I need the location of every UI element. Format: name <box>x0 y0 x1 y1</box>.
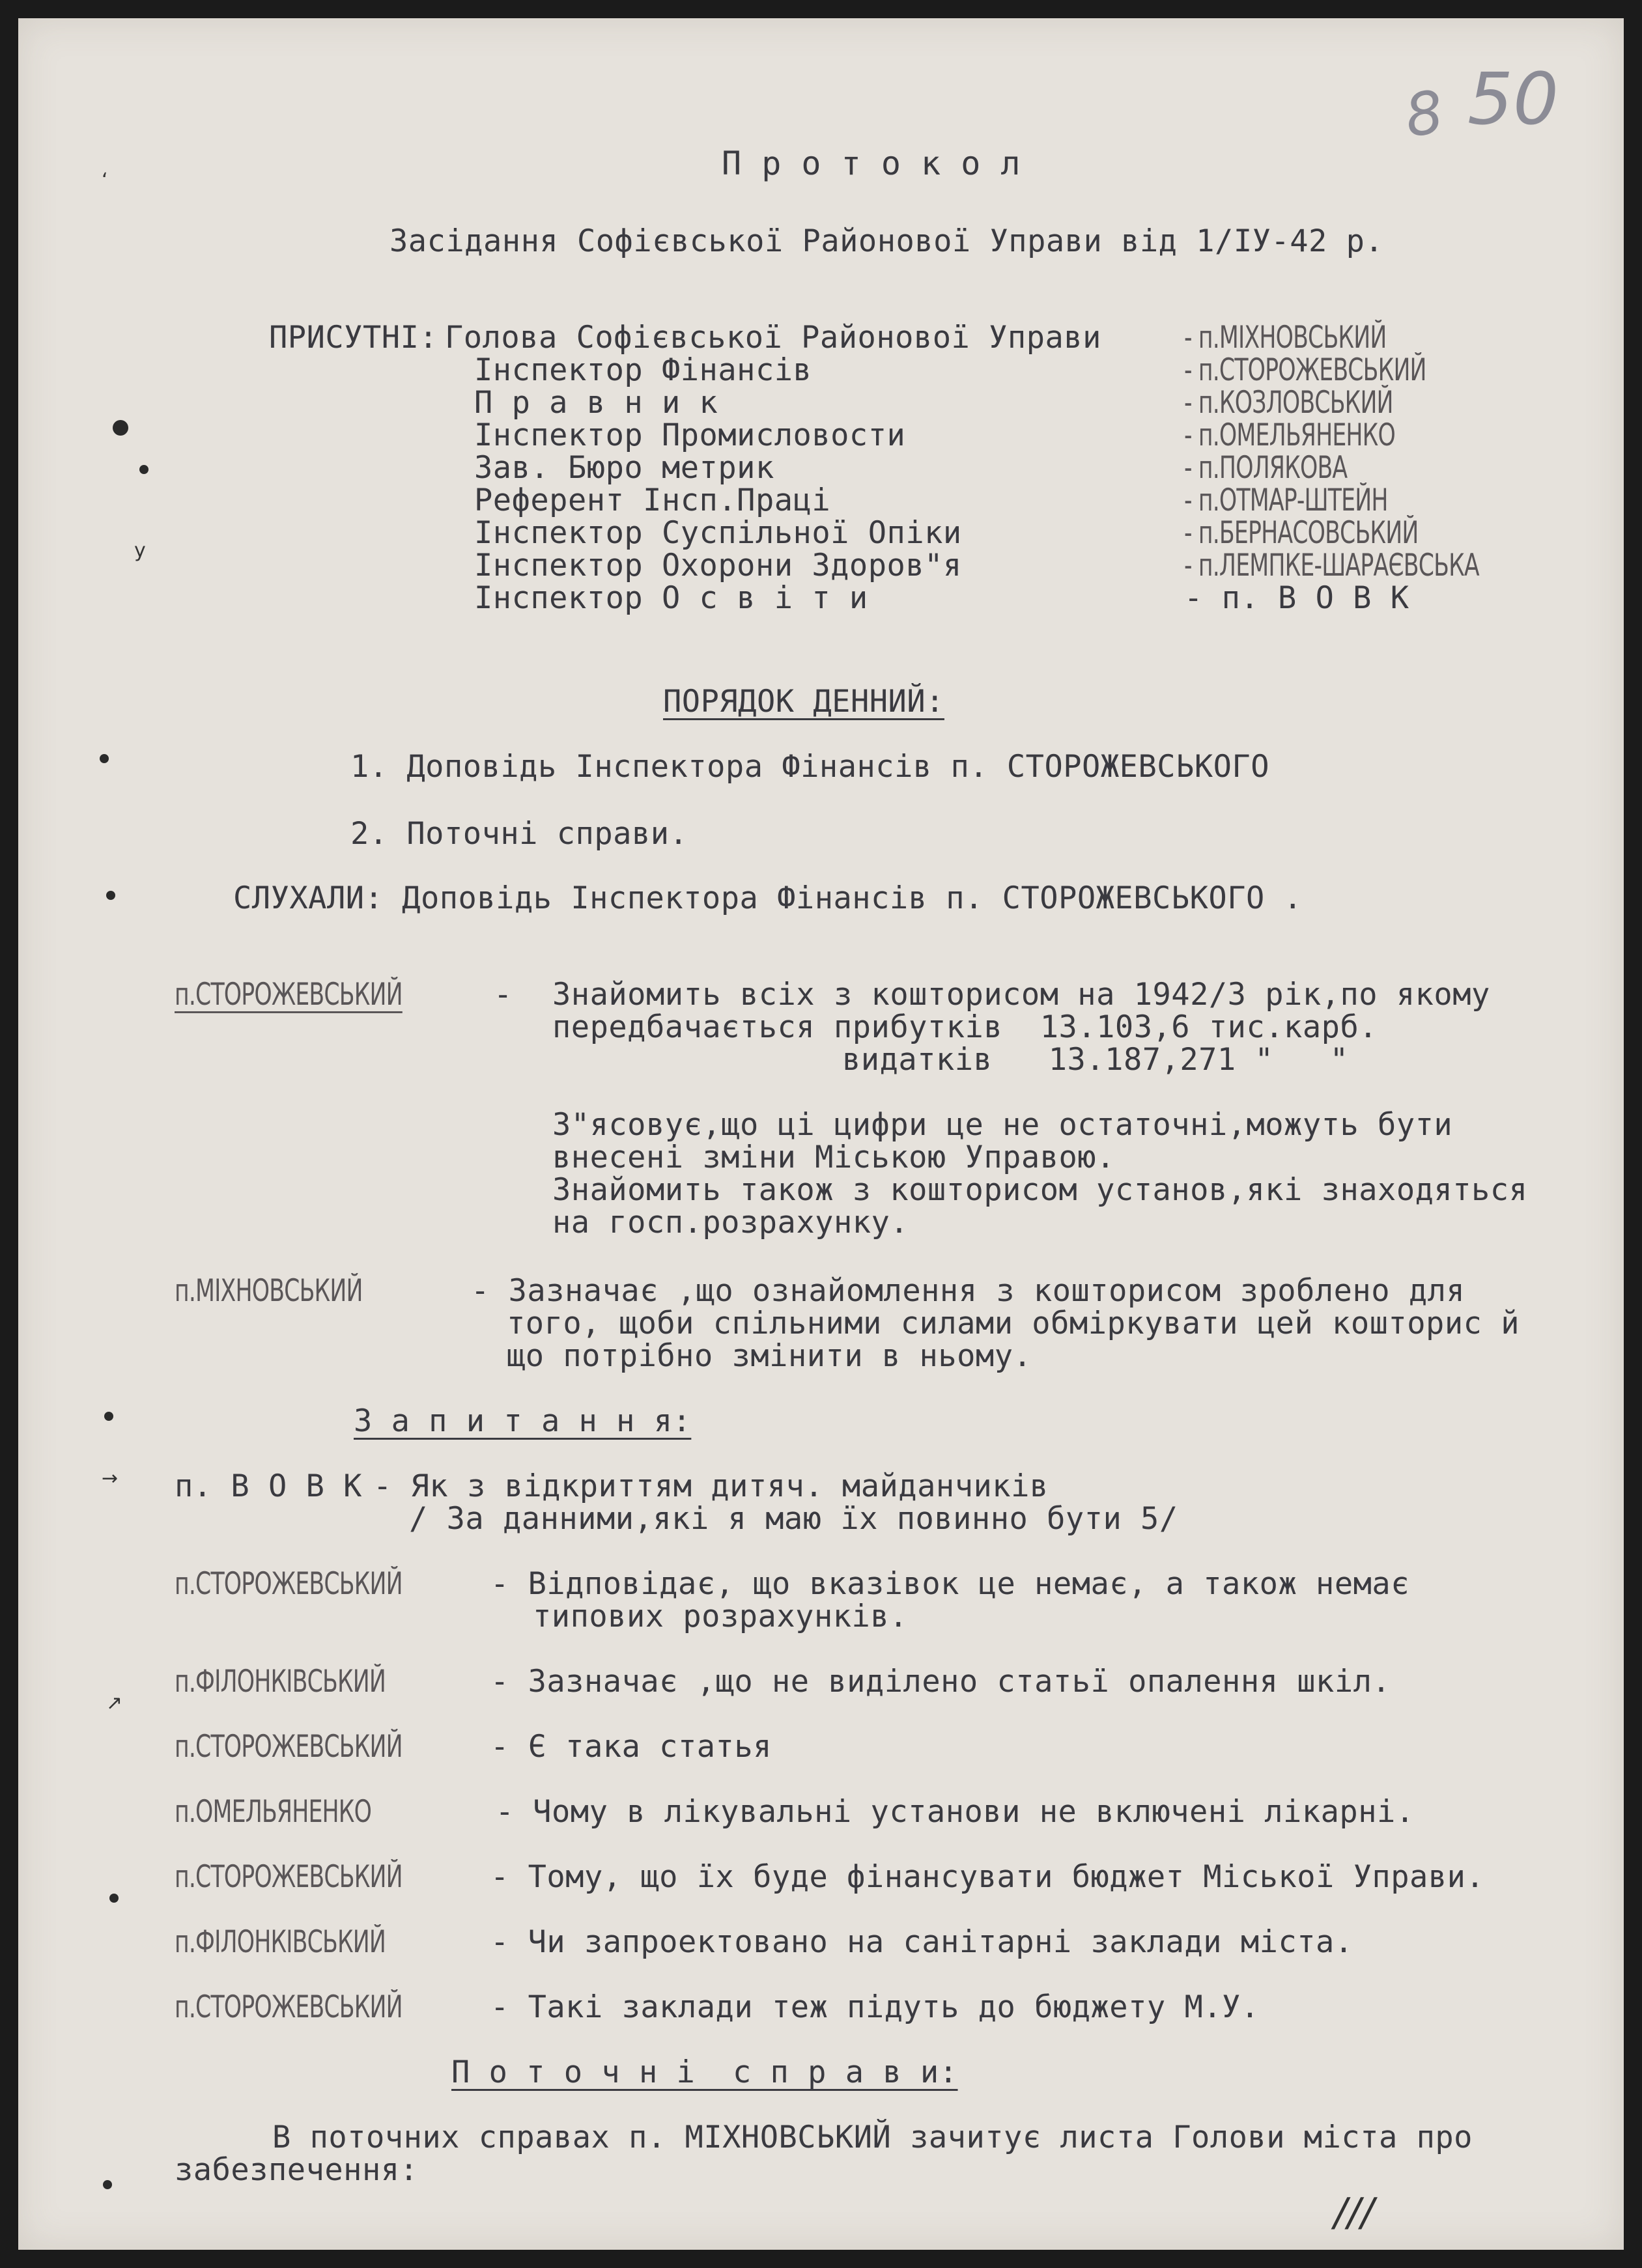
report-text: на госп.розрахунку. <box>552 1205 909 1240</box>
member-name: - п.ПОЛЯКОВА <box>1184 450 1348 486</box>
margin-mark: ‘ <box>102 169 108 192</box>
margin-mark: ↗ <box>106 1692 123 1715</box>
member-position: Інспектор Промисловости <box>474 417 906 453</box>
member-position: Інспектор Фінансів <box>474 352 812 388</box>
question-text: типових розрахунків. <box>533 1599 908 1634</box>
agenda-item: 2. Поточні справи. <box>350 816 688 852</box>
question-text: - Є така статья <box>490 1729 772 1765</box>
member-position: Інспектор О с в і т и <box>474 580 868 616</box>
member-name: - п.СТОРОЖЕВСЬКИЙ <box>1184 352 1426 388</box>
member-name: - п.ЛЕМПКЕ-ШАРАЄВСЬКА <box>1184 548 1479 583</box>
question-text: / За данними,які я маю їх повинно бути 5/ <box>409 1501 1178 1537</box>
member-name: - п.ОТМАР-ШТЕЙН <box>1184 483 1388 518</box>
member-position: Інспектор Охорони Здоров"я <box>474 548 962 583</box>
current-text: В поточних справах п. МІХНОВСЬКИЙ зачитує листа Голови міста про <box>272 2120 1473 2155</box>
speaker-name: п.ФІЛОНКІВСЬКИЙ <box>175 1924 386 1960</box>
speaker-name: п.СТОРОЖЕВСЬКИЙ <box>175 1989 403 2025</box>
binding-hole <box>109 1894 119 1903</box>
member-position: Зав. Бюро метрик <box>474 450 774 486</box>
remark-text: - Зазначає ,що ознайомлення з кошторисом зроблено для <box>471 1273 1465 1309</box>
question-text: - Чому в лікувальні установи не включені лікарні. <box>458 1794 1415 1830</box>
speaker-name: п.МІХНОВСЬКИЙ <box>175 1273 363 1309</box>
binding-hole <box>106 891 115 900</box>
agenda-heading: ПОРЯДОК ДЕННИЙ: <box>663 684 944 720</box>
report-text: внесені зміни Міською Управою. <box>552 1140 1115 1175</box>
document-title: П р о т о к о л <box>722 145 1021 182</box>
margin-mark: → <box>102 1467 119 1490</box>
continuation-mark: /// <box>1334 2190 1375 2235</box>
report-text: видатків 13.187,271 " " <box>842 1042 1349 1078</box>
member-position: П р а в н и к <box>474 385 718 421</box>
speaker-name: п.СТОРОЖЕВСЬКИЙ <box>175 1859 403 1895</box>
heard-line: СЛУХАЛИ: Доповідь Інспектора Фінансів п. СТОРОЖЕВСЬКОГО . <box>233 880 1303 916</box>
question-text: - Чи запроектовано на санітарні заклади міста. <box>490 1924 1353 1960</box>
current-heading: П о т о ч н і с п р а в и: <box>451 2054 958 2090</box>
document-subtitle: Засідання Софієвської Районової Управи від 1/ІУ-42 р. <box>389 223 1384 259</box>
remark-text: того, щоби спільними силами обміркувати цей кошторис й <box>507 1306 1520 1341</box>
current-text: забезпечення: <box>175 2152 419 2188</box>
report-text: передбачається прибутків 13.103,6 тис.карб. <box>552 1009 1378 1045</box>
question-text: - Зазначає ,що не виділено статьї опалення шкіл. <box>490 1664 1391 1700</box>
member-name: - п.МІХНОВСЬКИЙ <box>1184 320 1387 356</box>
report-text: З"ясовує,що ці цифри це не остаточні,можуть бути <box>552 1107 1453 1143</box>
binding-hole <box>113 420 128 436</box>
member-name: - п.ОМЕЛЬЯНЕНКО <box>1184 417 1395 453</box>
document-page <box>18 18 1624 2250</box>
archive-prefix: 8 <box>1400 77 1448 151</box>
questions-heading: З а п и т а н н я: <box>354 1403 692 1439</box>
question-text: - Як з відкриттям дитяч. майданчиків <box>373 1468 1049 1504</box>
member-position: Референт Інсп.Праці <box>474 483 831 518</box>
margin-mark: у <box>134 539 146 562</box>
binding-hole <box>100 754 109 763</box>
agenda-item: 1. Доповідь Інспектора Фінансів п. СТОРОЖЕВСЬКОГО <box>350 749 1270 785</box>
speaker-name: п.ФІЛОНКІВСЬКИЙ <box>175 1664 386 1700</box>
speaker-name: п.СТОРОЖЕВСЬКИЙ <box>175 1566 403 1602</box>
present-label: ПРИСУТНІ: <box>269 320 438 356</box>
question-text: - Такі заклади теж підуть до бюджету М.У. <box>490 1989 1260 2025</box>
remark-text: що потрібно змінити в ньому. <box>507 1338 1032 1374</box>
binding-hole <box>104 1412 113 1421</box>
question-text: - Відповідає, що вказівок це немає, а також немає <box>490 1566 1410 1602</box>
member-position: Інспектор Суспільної Опіки <box>474 515 962 551</box>
member-name: - п. В О В К <box>1184 580 1409 616</box>
speaker-name: п.СТОРОЖЕВСЬКИЙ <box>175 977 403 1013</box>
speaker-name: п. В О В К <box>175 1468 362 1504</box>
archive-page-number: 50 <box>1467 57 1559 141</box>
speaker-name: п.СТОРОЖЕВСЬКИЙ <box>175 1729 403 1765</box>
question-text: - Тому, що їх буде фінансувати бюджет Міської Управи. <box>490 1859 1485 1895</box>
member-name: - п.КОЗЛОВСЬКИЙ <box>1184 385 1393 421</box>
report-dash: - <box>494 977 513 1013</box>
binding-hole <box>139 465 149 474</box>
report-text: Знайомить також з кошторисом установ,які знаходяться <box>552 1172 1528 1208</box>
speaker-name: п.ОМЕЛЬЯНЕНКО <box>175 1794 372 1830</box>
report-text: Знайомить всіх з кошторисом на 1942/3 рік,по якому <box>552 977 1490 1013</box>
binding-hole <box>103 2180 112 2189</box>
member-name: - п.БЕРНАСОВСЬКИЙ <box>1184 515 1419 551</box>
member-position: Голова Софієвської Районової Управи <box>445 320 1101 356</box>
